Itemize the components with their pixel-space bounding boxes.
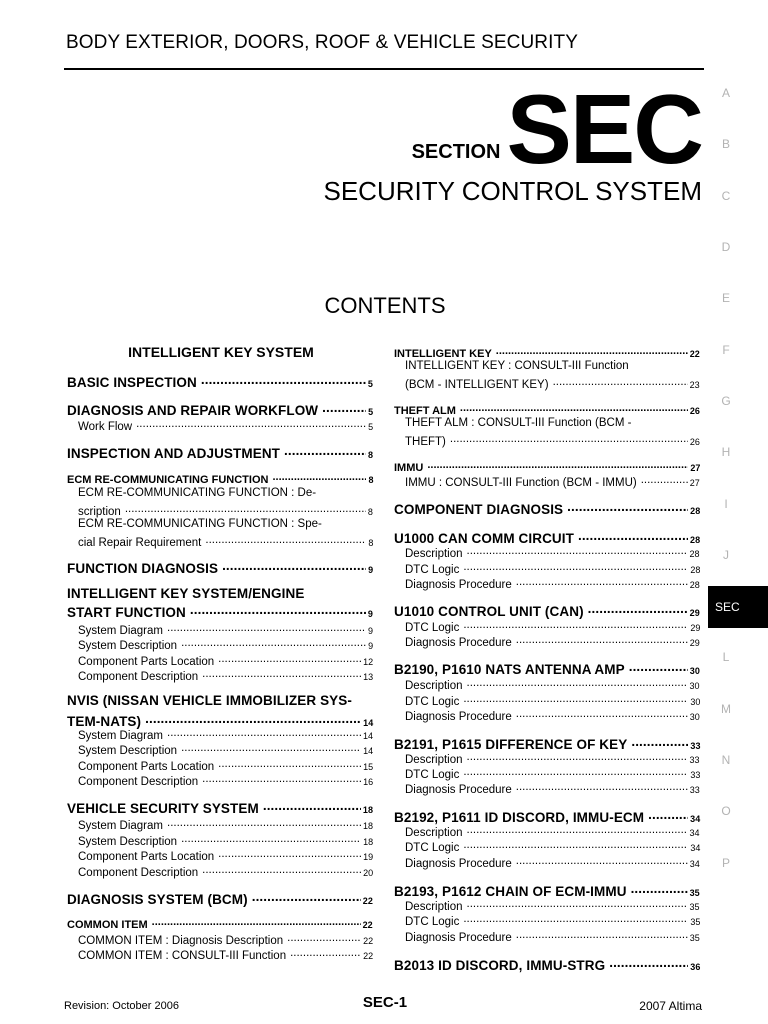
toc-entry-title: Component Description	[78, 867, 199, 879]
toc-dot-leader	[578, 528, 688, 543]
toc-page-number: 28	[689, 549, 700, 559]
toc-dot-leader	[467, 677, 688, 689]
toc-entry[interactable]	[67, 586, 373, 601]
toc-page-number: 30	[689, 681, 700, 691]
toc-entry-title: Description	[405, 827, 463, 839]
toc-entry-title: System Description	[78, 836, 178, 848]
side-index-letter[interactable]: F	[722, 343, 730, 357]
toc-entry-title: ECM RE-COMMUNICATING FUNCTION : De-	[78, 487, 317, 499]
toc-entry[interactable]	[405, 619, 700, 634]
toc-page-number: 35	[690, 917, 701, 927]
toc-entry[interactable]	[78, 418, 373, 433]
toc-dot-leader	[463, 619, 688, 631]
side-index-letter[interactable]: M	[721, 702, 731, 716]
toc-page-number: 35	[689, 902, 700, 912]
section-code: SEC	[506, 74, 702, 184]
toc-dot-leader	[202, 773, 361, 785]
toc-entry-title: System Diagram	[78, 820, 163, 832]
toc-page-number: 28	[690, 565, 701, 575]
toc-entry[interactable]	[405, 677, 700, 692]
toc-dot-leader	[467, 898, 688, 910]
toc-page-number: 26	[689, 437, 700, 447]
toc-dot-leader	[467, 751, 688, 763]
toc-page-number: 36	[690, 962, 701, 972]
side-index-letter[interactable]: D	[721, 240, 731, 254]
toc-page-number: 23	[689, 380, 700, 390]
toc-entry-title: Diagnosis Procedure	[405, 637, 512, 649]
toc-entry-title: B2190, P1610 NATS ANTENNA AMP	[394, 662, 625, 677]
toc-entry-title: Description	[405, 901, 463, 913]
toc-page-number: 12	[363, 657, 374, 667]
left-column-title: INTELLIGENT KEY SYSTEM	[128, 344, 314, 360]
toc-dot-leader	[553, 376, 688, 388]
toc-page-number: 34	[689, 859, 700, 869]
toc-dot-leader	[167, 727, 361, 739]
side-index-letter[interactable]: L	[722, 650, 730, 664]
toc-page-number: 29	[690, 623, 701, 633]
toc-entry[interactable]	[405, 751, 700, 766]
toc-page-number: 22	[363, 936, 374, 946]
toc-entry-title: DTC Logic	[405, 564, 460, 576]
toc-entry-title: Component Parts Location	[78, 761, 215, 773]
side-index-letter[interactable]: C	[721, 189, 731, 203]
toc-dot-leader	[609, 955, 688, 970]
toc-dot-leader	[463, 693, 688, 705]
toc-page-number: 27	[690, 463, 701, 473]
toc-page-number: 27	[689, 478, 700, 488]
side-index-letter[interactable]: N	[721, 753, 731, 767]
toc-entry-title: Description	[405, 754, 463, 766]
toc-entry[interactable]	[67, 693, 373, 708]
toc-entry-title: BASIC INSPECTION	[67, 375, 197, 390]
toc-dot-leader	[272, 471, 366, 483]
toc-dot-leader	[567, 499, 688, 514]
toc-page-number: 18	[363, 821, 374, 831]
toc-entry-title: Description	[405, 680, 463, 692]
toc-entry-title: Component Parts Location	[78, 656, 215, 668]
toc-entry[interactable]	[67, 916, 373, 931]
toc-dot-leader	[181, 742, 361, 754]
toc-dot-leader	[218, 758, 361, 770]
toc-entry-title: ECM RE-COMMUNICATING FUNCTION : Spe-	[78, 518, 322, 530]
toc-page-number: 28	[690, 506, 701, 516]
toc-entry[interactable]	[405, 561, 700, 576]
toc-entry-title: INTELLIGENT KEY : CONSULT-III Function	[405, 360, 629, 372]
toc-page-number: 29	[689, 608, 700, 618]
toc-entry-title: IMMU : CONSULT-III Function (BCM - IMMU)	[405, 477, 637, 489]
toc-entry[interactable]	[405, 824, 700, 839]
toc-entry[interactable]	[405, 474, 700, 489]
toc-entry[interactable]	[78, 727, 373, 742]
toc-entry-title: Work Flow	[78, 421, 133, 433]
toc-dot-leader	[516, 708, 688, 720]
toc-dot-leader	[222, 558, 366, 573]
toc-page-number: 14	[363, 731, 374, 741]
toc-page-number: 16	[363, 777, 374, 787]
toc-entry[interactable]	[78, 518, 373, 530]
toc-entry-title: B2013 ID DISCORD, IMMU-STRG	[394, 958, 606, 973]
toc-dot-leader	[205, 534, 366, 546]
toc-entry[interactable]	[78, 932, 373, 947]
toc-entry[interactable]	[394, 459, 700, 474]
side-index-letter[interactable]: B	[721, 137, 730, 151]
toc-dot-leader	[290, 947, 361, 959]
toc-entry-title: NVIS (NISSAN VEHICLE IMMOBILIZER SYS-	[67, 693, 352, 708]
toc-dot-leader	[202, 668, 361, 680]
toc-page-number: 34	[689, 828, 700, 838]
toc-dot-leader	[202, 864, 361, 876]
toc-dot-leader	[136, 418, 366, 430]
toc-dot-leader	[201, 372, 366, 387]
toc-entry-title: Diagnosis Procedure	[405, 711, 512, 723]
toc-entry[interactable]	[67, 558, 373, 576]
toc-entry[interactable]	[394, 499, 700, 517]
side-index-letter[interactable]: O	[721, 804, 731, 818]
toc-entry[interactable]	[405, 766, 700, 781]
toc-dot-leader	[463, 766, 688, 778]
toc-entry[interactable]	[394, 955, 700, 973]
toc-entry[interactable]	[78, 817, 373, 832]
toc-dot-leader	[181, 833, 361, 845]
toc-dot-leader	[218, 653, 361, 665]
toc-entry[interactable]	[394, 402, 700, 417]
toc-entry[interactable]	[78, 622, 373, 637]
toc-entry[interactable]	[394, 807, 700, 825]
toc-page-number: 22	[363, 951, 374, 961]
toc-entry[interactable]	[405, 855, 700, 870]
toc-entry[interactable]	[405, 898, 700, 913]
toc-entry[interactable]	[405, 634, 700, 649]
toc-page-number: 14	[363, 718, 374, 728]
toc-page-number: 30	[689, 666, 700, 676]
toc-page-number: 28	[689, 535, 701, 545]
side-tab-current-section[interactable]: SEC	[708, 586, 768, 628]
toc-dot-leader	[218, 848, 361, 860]
toc-entry[interactable]	[394, 659, 700, 677]
toc-page-number: 5	[368, 407, 374, 417]
toc-dot-leader	[322, 400, 366, 415]
footer-page-number: SEC-1	[362, 994, 408, 1011]
toc-dot-leader	[463, 913, 688, 925]
toc-page-number: 8	[367, 507, 373, 517]
toc-entry[interactable]	[78, 758, 373, 773]
toc-entry-title: Component Description	[78, 671, 199, 683]
toc-page-number: 33	[690, 770, 701, 780]
toc-entry[interactable]	[405, 913, 700, 928]
toc-dot-leader	[516, 929, 688, 941]
toc-entry[interactable]	[67, 443, 373, 461]
toc-entry[interactable]	[405, 417, 700, 429]
toc-dot-leader	[287, 932, 361, 944]
toc-page-number: 34	[690, 814, 701, 824]
toc-page-number: 14	[363, 746, 374, 756]
toc-page-number: 19	[363, 852, 374, 862]
toc-dot-leader	[496, 345, 688, 357]
side-index-letter[interactable]: P	[721, 856, 730, 870]
footer-model: 2007 Altima	[639, 999, 702, 1013]
header-rule	[64, 68, 704, 70]
toc-page-number: 18	[362, 805, 374, 815]
toc-page-number: 30	[689, 712, 700, 722]
toc-entry[interactable]	[394, 528, 700, 546]
toc-dot-leader	[631, 881, 688, 896]
toc-page-number: 5	[367, 379, 373, 389]
toc-page-number: 9	[368, 565, 374, 575]
toc-entry[interactable]	[405, 781, 700, 796]
toc-dot-leader	[167, 817, 361, 829]
toc-page-number: 35	[689, 933, 700, 943]
toc-page-number: 15	[363, 762, 374, 772]
toc-entry-title: Description	[405, 548, 463, 560]
contents-title: CONTENTS	[324, 293, 446, 318]
toc-entry-title: Component Parts Location	[78, 851, 215, 863]
section-word: SECTION	[411, 141, 501, 163]
toc-entry-title: TEM-NATS)	[67, 714, 142, 729]
toc-entry-title: DTC Logic	[405, 622, 460, 634]
side-index-letter[interactable]: H	[721, 445, 731, 459]
toc-entry-title: DIAGNOSIS SYSTEM (BCM)	[67, 892, 248, 907]
toc-entry[interactable]	[405, 433, 700, 448]
toc-entry[interactable]	[78, 773, 373, 788]
side-index-letter[interactable]: J	[723, 548, 729, 562]
toc-entry-title: INTELLIGENT KEY SYSTEM/ENGINE	[67, 586, 305, 601]
toc-entry-title: scription	[78, 506, 121, 518]
section-heading	[411, 74, 702, 184]
toc-entry-title: Component Description	[78, 776, 199, 788]
toc-page-number: 9	[368, 626, 374, 636]
toc-entry-title: Diagnosis Procedure	[405, 932, 512, 944]
toc-page-number: 13	[363, 672, 374, 682]
toc-entry[interactable]	[394, 601, 700, 619]
toc-entry-title: U1000 CAN COMM CIRCUIT	[394, 531, 574, 546]
toc-page-number: 18	[363, 837, 374, 847]
toc-entry-title: THEFT ALM : CONSULT-III Function (BCM -	[405, 417, 632, 429]
toc-dot-leader	[463, 839, 688, 851]
toc-entry-title: Diagnosis Procedure	[405, 858, 512, 870]
side-index-letter[interactable]: E	[721, 291, 730, 305]
toc-page-number: 35	[689, 888, 700, 898]
toc-page-number: 33	[689, 785, 700, 795]
toc-page-number: 5	[368, 422, 374, 432]
system-title: SECURITY CONTROL SYSTEM	[323, 176, 702, 206]
toc-dot-leader	[629, 659, 688, 674]
toc-entry[interactable]	[405, 929, 700, 944]
toc-entry[interactable]	[405, 360, 700, 372]
toc-page-number: 8	[368, 538, 374, 548]
toc-dot-leader	[252, 889, 361, 904]
toc-entry[interactable]	[78, 848, 373, 863]
toc-dot-leader	[467, 545, 688, 557]
toc-entry[interactable]	[394, 881, 700, 899]
header-title: BODY EXTERIOR, DOORS, ROOF & VEHICLE SECURITY	[66, 32, 578, 53]
toc-entry[interactable]	[67, 471, 373, 486]
toc-dot-leader	[516, 576, 688, 588]
toc-entry-title: B2192, P1611 ID DISCORD, IMMU-ECM	[394, 810, 645, 825]
toc-entry-title: DTC Logic	[405, 769, 460, 781]
toc-entry[interactable]	[78, 947, 373, 962]
toc-entry-title: THEFT)	[405, 436, 446, 448]
side-index-letter[interactable]: A	[721, 86, 730, 100]
toc-entry-title: COMMON ITEM : CONSULT-III Function	[78, 950, 287, 962]
toc-page-number: 9	[367, 609, 373, 619]
toc-dot-leader	[190, 602, 366, 617]
toc-page-number: 20	[363, 868, 374, 878]
toc-dot-leader	[427, 459, 688, 471]
toc-dot-leader	[516, 781, 688, 793]
toc-dot-leader	[145, 711, 361, 726]
toc-entry[interactable]	[78, 487, 373, 499]
toc-entry[interactable]	[394, 734, 700, 752]
toc-entry[interactable]	[405, 545, 700, 560]
toc-dot-leader	[516, 855, 688, 867]
toc-page-number: 8	[368, 450, 374, 460]
toc-entry[interactable]	[78, 653, 373, 668]
toc-entry-title: (BCM - INTELLIGENT KEY)	[405, 379, 549, 391]
toc-entry[interactable]	[405, 839, 700, 854]
toc-entry[interactable]	[394, 345, 700, 360]
toc-entry-title: INSPECTION AND ADJUSTMENT	[67, 446, 281, 461]
toc-dot-leader	[181, 637, 366, 649]
toc-entry[interactable]	[405, 708, 700, 723]
toc-entry-title: Diagnosis Procedure	[405, 579, 512, 591]
toc-page-number: 33	[690, 741, 701, 751]
toc-entry-title: System Diagram	[78, 730, 163, 742]
toc-entry-title: COMMON ITEM : Diagnosis Description	[78, 935, 284, 947]
toc-page-number: 22	[362, 920, 373, 930]
toc-page-number: 30	[690, 697, 701, 707]
toc-dot-leader	[167, 622, 366, 634]
toc-entry[interactable]	[78, 534, 373, 549]
toc-entry-title: System Description	[78, 745, 178, 757]
toc-entry-title: B2191, P1615 DIFFERENCE OF KEY	[394, 737, 628, 752]
toc-page-number: 34	[690, 843, 701, 853]
toc-dot-leader	[460, 402, 688, 414]
toc-entry[interactable]	[78, 637, 373, 652]
toc-page-number: 28	[689, 580, 700, 590]
toc-page-number: 22	[362, 896, 373, 906]
toc-entry-title: DTC Logic	[405, 916, 460, 928]
toc-entry[interactable]	[405, 376, 700, 391]
toc-entry[interactable]	[67, 889, 373, 907]
toc-dot-leader	[263, 798, 361, 813]
side-index-letter[interactable]: I	[724, 497, 728, 511]
toc-entry-title: cial Repair Requirement	[78, 537, 202, 549]
toc-entry[interactable]	[405, 576, 700, 591]
toc-entry[interactable]	[78, 864, 373, 879]
toc-entry-title: U1010 CONTROL UNIT (CAN)	[394, 604, 584, 619]
toc-entry-title: B2193, P1612 CHAIN OF ECM-IMMU	[394, 884, 627, 899]
toc-page-number: 29	[689, 638, 700, 648]
toc-entry[interactable]	[405, 693, 700, 708]
toc-entry[interactable]	[67, 602, 373, 620]
toc-dot-leader	[284, 443, 366, 458]
toc-entry-title: VEHICLE SECURITY SYSTEM	[67, 801, 259, 816]
side-index-letter[interactable]: G	[721, 394, 731, 408]
toc-dot-leader	[450, 433, 688, 445]
toc-entry[interactable]	[78, 833, 373, 848]
toc-dot-leader	[125, 503, 366, 515]
toc-page-number: 26	[689, 406, 700, 416]
toc-entry-title: System Description	[78, 640, 178, 652]
toc-page-number: 8	[368, 475, 374, 485]
toc-entry[interactable]	[67, 400, 373, 418]
toc-page-number: 33	[689, 755, 700, 765]
toc-entry-title: DTC Logic	[405, 842, 460, 854]
toc-entry-title: Diagnosis Procedure	[405, 784, 512, 796]
toc-entry-title: IMMU	[394, 462, 424, 474]
toc-dot-leader	[648, 807, 688, 822]
toc-entry-title: FUNCTION DIAGNOSIS	[67, 561, 219, 576]
toc-entry[interactable]	[78, 503, 373, 518]
footer-revision: Revision: October 2006	[64, 1000, 179, 1012]
toc-dot-leader	[588, 601, 688, 616]
toc-entry-title: COMPONENT DIAGNOSIS	[394, 502, 564, 517]
toc-dot-leader	[641, 474, 688, 486]
toc-entry[interactable]	[78, 742, 373, 757]
toc-entry-title: DTC Logic	[405, 696, 460, 708]
toc-entry-title: INTELLIGENT KEY	[394, 348, 492, 360]
toc-entry-title: ECM RE-COMMUNICATING FUNCTION	[67, 474, 269, 486]
toc-page-number: 9	[368, 641, 374, 651]
toc-dot-leader	[463, 561, 688, 573]
toc-entry[interactable]	[78, 668, 373, 683]
toc-dot-leader	[516, 634, 688, 646]
toc-entry[interactable]	[67, 372, 373, 390]
toc-entry-title: START FUNCTION	[67, 605, 186, 620]
toc-dot-leader	[467, 824, 688, 836]
toc-entry-title: THEFT ALM	[394, 405, 456, 417]
toc-page-number: 22	[689, 349, 700, 359]
toc-entry-title: System Diagram	[78, 625, 163, 637]
toc-dot-leader	[631, 734, 688, 749]
toc-entry-title: DIAGNOSIS AND REPAIR WORKFLOW	[67, 403, 319, 418]
toc-entry-title: COMMON ITEM	[67, 919, 148, 931]
toc-dot-leader	[152, 916, 361, 928]
toc-entry[interactable]	[67, 798, 373, 816]
